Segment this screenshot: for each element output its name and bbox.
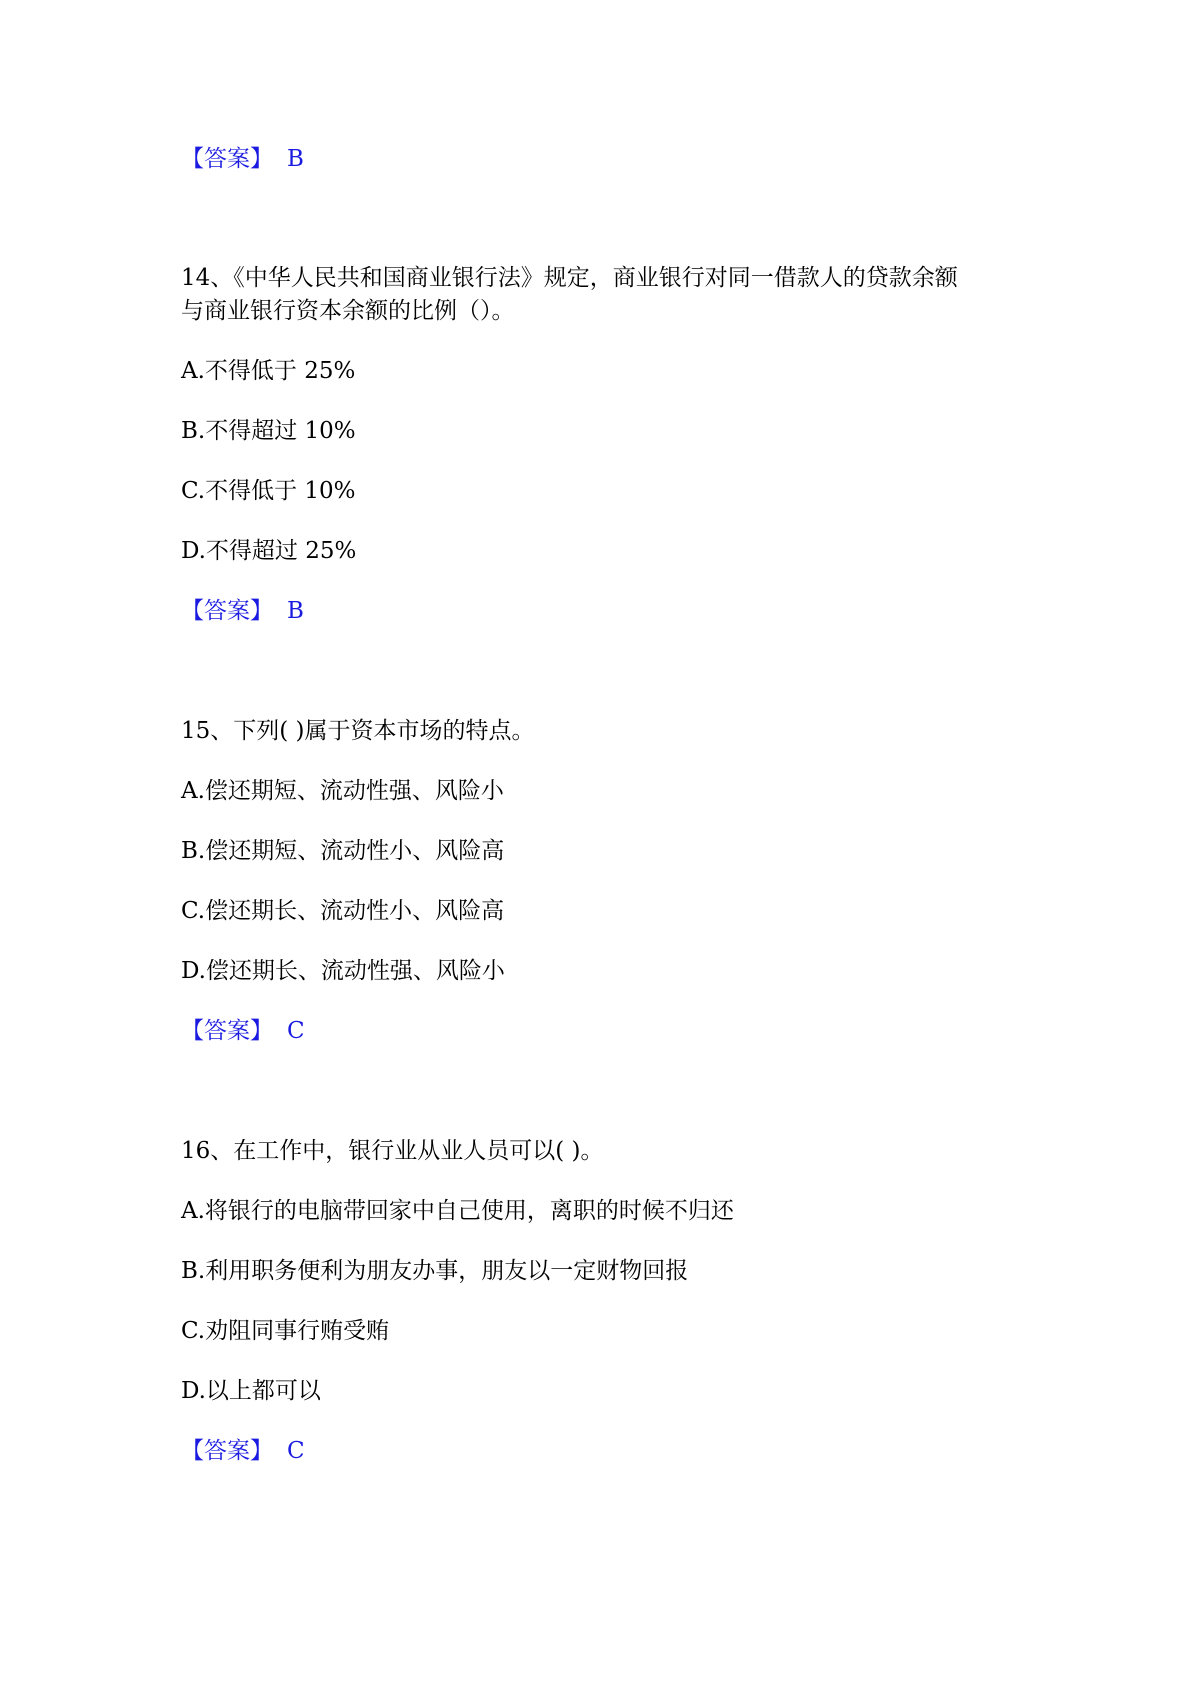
question-stem-line: 与商业银行资本余额的比例（）。 — [181, 298, 515, 324]
option-d: D.以上都可以 — [181, 1378, 321, 1404]
option-a: A.将银行的电脑带回家中自己使用，离职的时候不归还 — [181, 1198, 734, 1224]
option-b: B.不得超过 10% — [181, 418, 356, 444]
option-c: C.偿还期长、流动性小、风险高 — [181, 898, 505, 924]
question-stem-line: 14、《中华人民共和国商业银行法》规定，商业银行对同一借款人的贷款余额 — [181, 265, 958, 291]
option-b: B.利用职务便利为朋友办事，朋友以一定财物回报 — [181, 1258, 689, 1284]
option-c: C.不得低于 10% — [181, 478, 356, 504]
answer-tag: 【答案】 — [181, 146, 273, 172]
question-stem-line: 16、在工作中，银行业从业人员可以( )。 — [181, 1138, 604, 1164]
answer-line — [181, 1436, 305, 1466]
answer-letter: B — [287, 146, 304, 172]
option-a: A.不得低于 25% — [181, 358, 356, 384]
answer-letter: C — [287, 1018, 305, 1044]
question-stem-line: 15、下列( )属于资本市场的特点。 — [181, 718, 535, 744]
answer-tag: 【答案】 — [181, 1438, 273, 1464]
option-c: C.劝阻同事行贿受贿 — [181, 1318, 390, 1344]
answer-line — [181, 596, 304, 626]
option-d: D.不得超过 25% — [181, 538, 357, 564]
answer-tag: 【答案】 — [181, 1018, 273, 1044]
answer-line — [181, 1016, 305, 1046]
option-a: A.偿还期短、流动性强、风险小 — [181, 778, 504, 804]
answer-line — [181, 144, 304, 174]
answer-letter: C — [287, 1438, 305, 1464]
option-b: B.偿还期短、流动性小、风险高 — [181, 838, 505, 864]
answer-letter: B — [287, 598, 304, 624]
answer-tag: 【答案】 — [181, 598, 273, 624]
option-d: D.偿还期长、流动性强、风险小 — [181, 958, 505, 984]
